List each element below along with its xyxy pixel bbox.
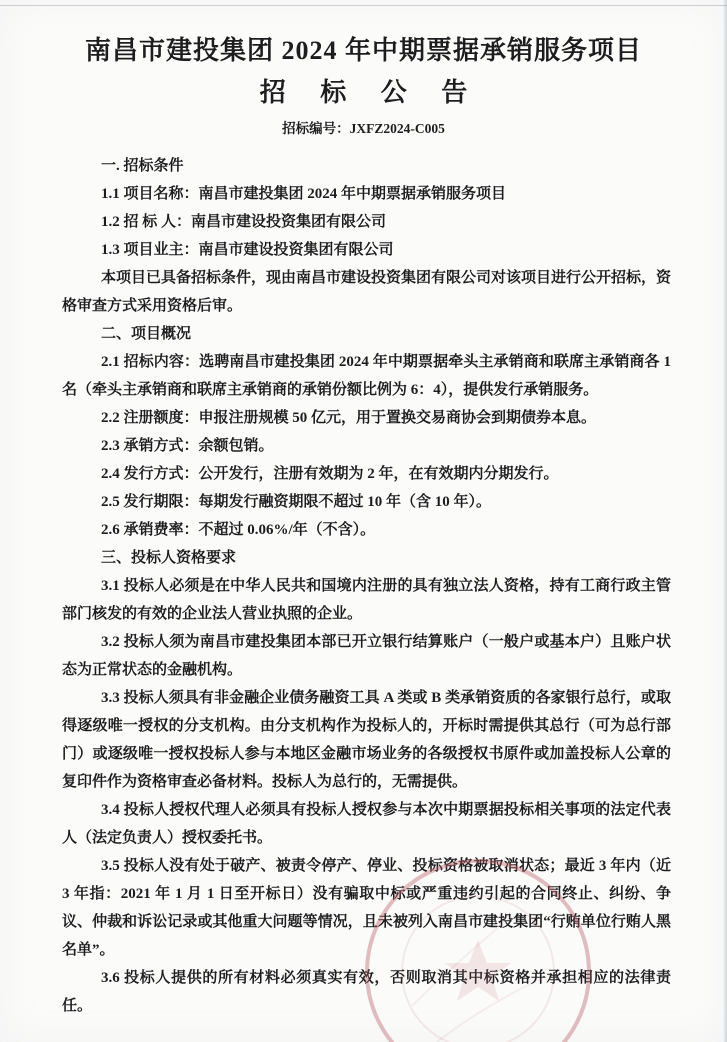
- paragraph-2-2: 2.2 注册额度：申报注册规模 50 亿元，用于置换交易商协会到期债券本息。: [101, 410, 597, 426]
- paragraph-3-5: 3.5 投标人没有处于破产、被责令停产、停业、投标资格被取消状态；最近 3 年内（近 3 年指：2021 年 1 月 1 日至开标日）没有骗取中标或严重违约引起的合同终止、纠纷、争议、仲裁和诉讼记录或其他重大问题等情况，且未被列入南昌市建投集团“行贿单位行贿人黑名单”。: [62, 858, 671, 958]
- paragraph-3-2: 3.2 投标人须为南昌市建投集团本部已开立银行结算账户（一般户或基本户）且账户状态为正常状态的金融机构。: [62, 634, 671, 678]
- paragraph-2-3: 2.3 承销方式：余额包销。: [101, 438, 274, 454]
- section-heading-1: 一. 招标条件: [101, 158, 184, 174]
- paragraph-1-1: 1.1 项目名称：南昌市建投集团 2024 年中期票据承销服务项目: [101, 186, 507, 202]
- paragraph-2-6: 2.6 承销费率：不超过 0.06%/年（不含）。: [101, 522, 376, 538]
- paragraph-1-2: 1.2 招 标 人：南昌市建设投资集团有限公司: [101, 214, 387, 230]
- document-subtitle: 招 标 公 告: [259, 78, 482, 107]
- tender-number-label: 招标编号：: [282, 121, 350, 136]
- document-body: [62, 152, 671, 1020]
- paragraph-1-note: 本项目已具备招标条件，现由南昌市建设投资集团有限公司对该项目进行公开招标，资格审查方式采用资格后审。: [62, 270, 672, 314]
- paragraph-3-6: 3.6 投标人提供的所有材料必须真实有效，否则取消其中标资格并承担相应的法律责任。: [62, 970, 671, 1014]
- scan-edge-artifact-top: [0, 5, 727, 6]
- paragraph-1-3: 1.3 项目业主：南昌市建设投资集团有限公司: [101, 242, 394, 258]
- tender-number-value: JXFZ2024-C005: [349, 121, 445, 136]
- paragraph-2-1: 2.1 招标内容：选聘南昌市建投集团 2024 年中期票据牵头主承销商和联席主承销商各 1 名（牵头主承销商和联席主承销商的承销份额比例为 6：4），提供发行承销服务。: [62, 354, 671, 398]
- document-title: 南昌市建投集团 2024 年中期票据承销服务项目: [84, 36, 642, 65]
- tender-number-line: [0, 120, 727, 138]
- section-heading-3: 三、投标人资格要求: [101, 550, 237, 566]
- paragraph-3-1: 3.1 投标人必须是在中华人民共和国境内注册的具有独立法人资格，持有工商行政主管部门核发的有效的企业法人营业执照的企业。: [62, 578, 671, 622]
- paragraph-2-5: 2.5 发行期限：每期发行融资期限不超过 10 年（含 10 年）。: [101, 494, 492, 510]
- paragraph-2-4: 2.4 发行方式：公开发行，注册有效期为 2 年，在有效期内分期发行。: [101, 466, 559, 482]
- document-header: [0, 0, 727, 138]
- scan-edge-artifact-right: [723, 0, 727, 1042]
- section-heading-2: 二、项目概况: [101, 326, 192, 342]
- paragraph-3-4: 3.4 投标人授权代理人必须具有投标人授权参与本次中期票据投标相关事项的法定代表人（法定负责人）授权委托书。: [62, 802, 671, 846]
- paragraph-3-3: 3.3 投标人须具有非金融企业债务融资工具 A 类或 B 类承销资质的各家银行总行，或取得逐级唯一授权的分支机构。由分支机构作为投标人的，开标时需提供其总行（可为总行部门）或逐级唯一授权投标人参与本地区金融市场业务的各级授权书原件或加盖投标人公章的复印件作为资格审查必备材料。投标人为总行的，无需提供。: [62, 690, 671, 790]
